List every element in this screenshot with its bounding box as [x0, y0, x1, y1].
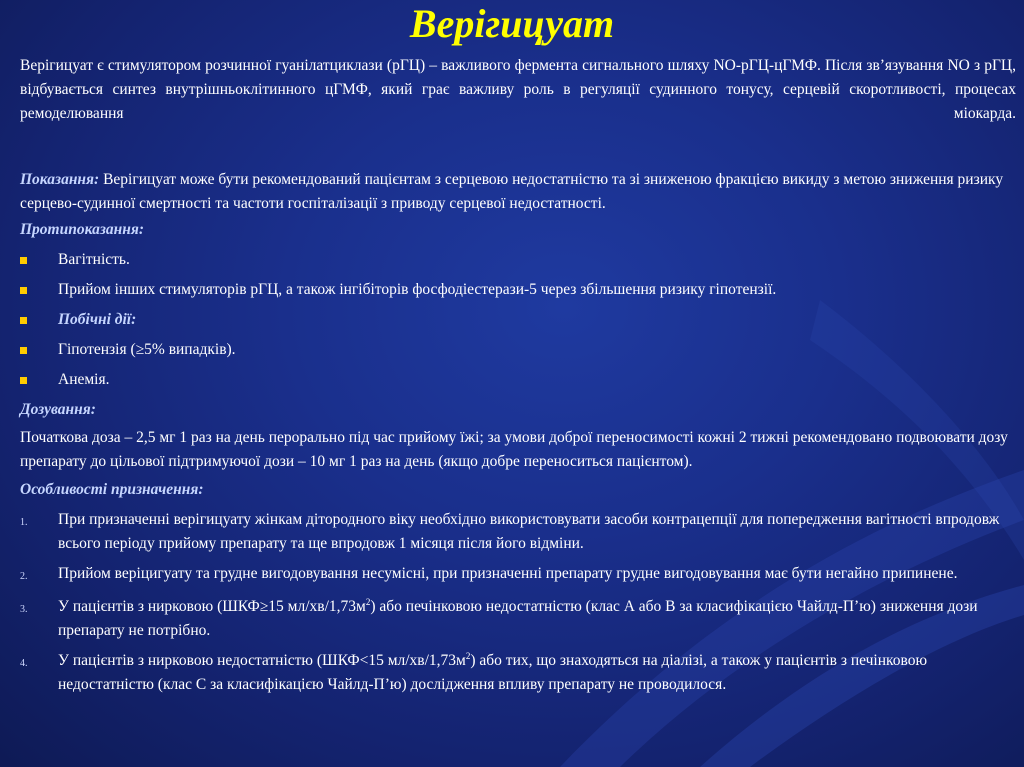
- list-item-text: Вагітність.: [58, 251, 130, 268]
- item-text: [58, 649, 1016, 697]
- dosage-heading: Дозування:: [20, 401, 96, 418]
- bullet-icon: [20, 377, 27, 384]
- item-text-part: ) або тих, що знаходяться на діалізі, а також у пацієнтів з печінковою недостатністю (клас С за класифікацією Чайлд-П’ю) дослідження впливу препарату не проводилося.: [58, 652, 928, 693]
- numbered-item: [20, 562, 1016, 589]
- item-text: Прийом веріцигуату та грудне вигодовування несумісні, при призначенні препарату грудне вигодовування має бути негайно припинене.: [58, 565, 958, 582]
- numbered-item: [20, 508, 1016, 556]
- indications-heading: Показання:: [20, 171, 100, 188]
- side-effects-heading: Побічні дії:: [58, 311, 137, 328]
- indications-paragraph: [20, 168, 1016, 216]
- slide-title: Верігицуат: [409, 1, 615, 46]
- item-text-part: У пацієнтів з нирковою (ШКФ≥15 мл/хв/1,73м: [58, 598, 366, 615]
- bullet-icon: [20, 347, 27, 354]
- item-text-part: ) або печінковою недостатністю (клас А або В за класифікацією Чайлд-П’ю) зниження дози препарату не потрібно.: [58, 598, 978, 639]
- bullet-icon: [20, 317, 27, 324]
- list-item: [20, 368, 1016, 392]
- bullet-icon: [20, 257, 27, 264]
- bullet-icon: [20, 287, 27, 294]
- item-number: 3.: [20, 604, 28, 615]
- item-number: 4.: [20, 658, 28, 669]
- side-effects-heading-row: [20, 308, 1016, 332]
- item-text-part: У пацієнтів з нирковою недостатністю (ШКФ<15 мл/хв/1,73м: [58, 652, 466, 669]
- features-heading: Особливості призначення:: [20, 481, 204, 498]
- item-text: При призначенні верігицуату жінкам дітородного віку необхідно використовувати засоби контрацепції для попередження вагітності впродовж всього періоду прийому препарату та ще впродовж 1 місяця після його відміни.: [58, 511, 1000, 552]
- list-item-text: Гіпотензія (≥5% випадків).: [58, 341, 236, 358]
- numbered-item: [20, 649, 1016, 697]
- superscript: 2: [365, 596, 371, 607]
- slide-content: [20, 54, 1016, 697]
- list-item: [20, 248, 1016, 272]
- intro-paragraph: Верігицуат є стимулятором розчинної гуанілатциклази (рГЦ) – важливого фермента сигнального шляху NO-рГЦ-цГМФ. Після зв’язування NO з рГЦ, відбувається синтез внутрішньоклітинного цГМФ, який грає важливу роль в регуляції судинного тонусу, серцевій скоротливості, процесах ремоделювання міокарда.: [20, 57, 1016, 122]
- dosage-text: Початкова доза – 2,5 мг 1 раз на день перорально під час прийому їжі; за умови доброї переносимості кожні 2 тижні рекомендовано подвоювати дозу препарату до цільової підтримуючої дози – 10 мг 1 раз на день (якщо добре переноситься пацієнтом).: [20, 429, 1008, 470]
- item-number: 1.: [20, 517, 28, 528]
- list-item-text: Анемія.: [58, 371, 110, 388]
- contraindications-heading: Протипоказання:: [20, 221, 144, 238]
- list-item: [20, 338, 1016, 362]
- item-text: [58, 595, 1016, 643]
- numbered-item: [20, 595, 1016, 643]
- superscript: 2: [465, 650, 471, 661]
- item-number: 2.: [20, 571, 28, 582]
- indications-text: Верігицуат може бути рекомендований пацієнтам з серцевою недостатністю та зі зниженою фракцією викиду з метою зниження ризику серцево-судинної смертності та частоти госпіталізації з приводу серцевої недостатності.: [20, 171, 1004, 212]
- list-item-text: Прийом інших стимуляторів рГЦ, а також інгібіторів фосфодіестерази-5 через збільшення ризику гіпотензії.: [58, 281, 777, 298]
- list-item: [20, 278, 1016, 302]
